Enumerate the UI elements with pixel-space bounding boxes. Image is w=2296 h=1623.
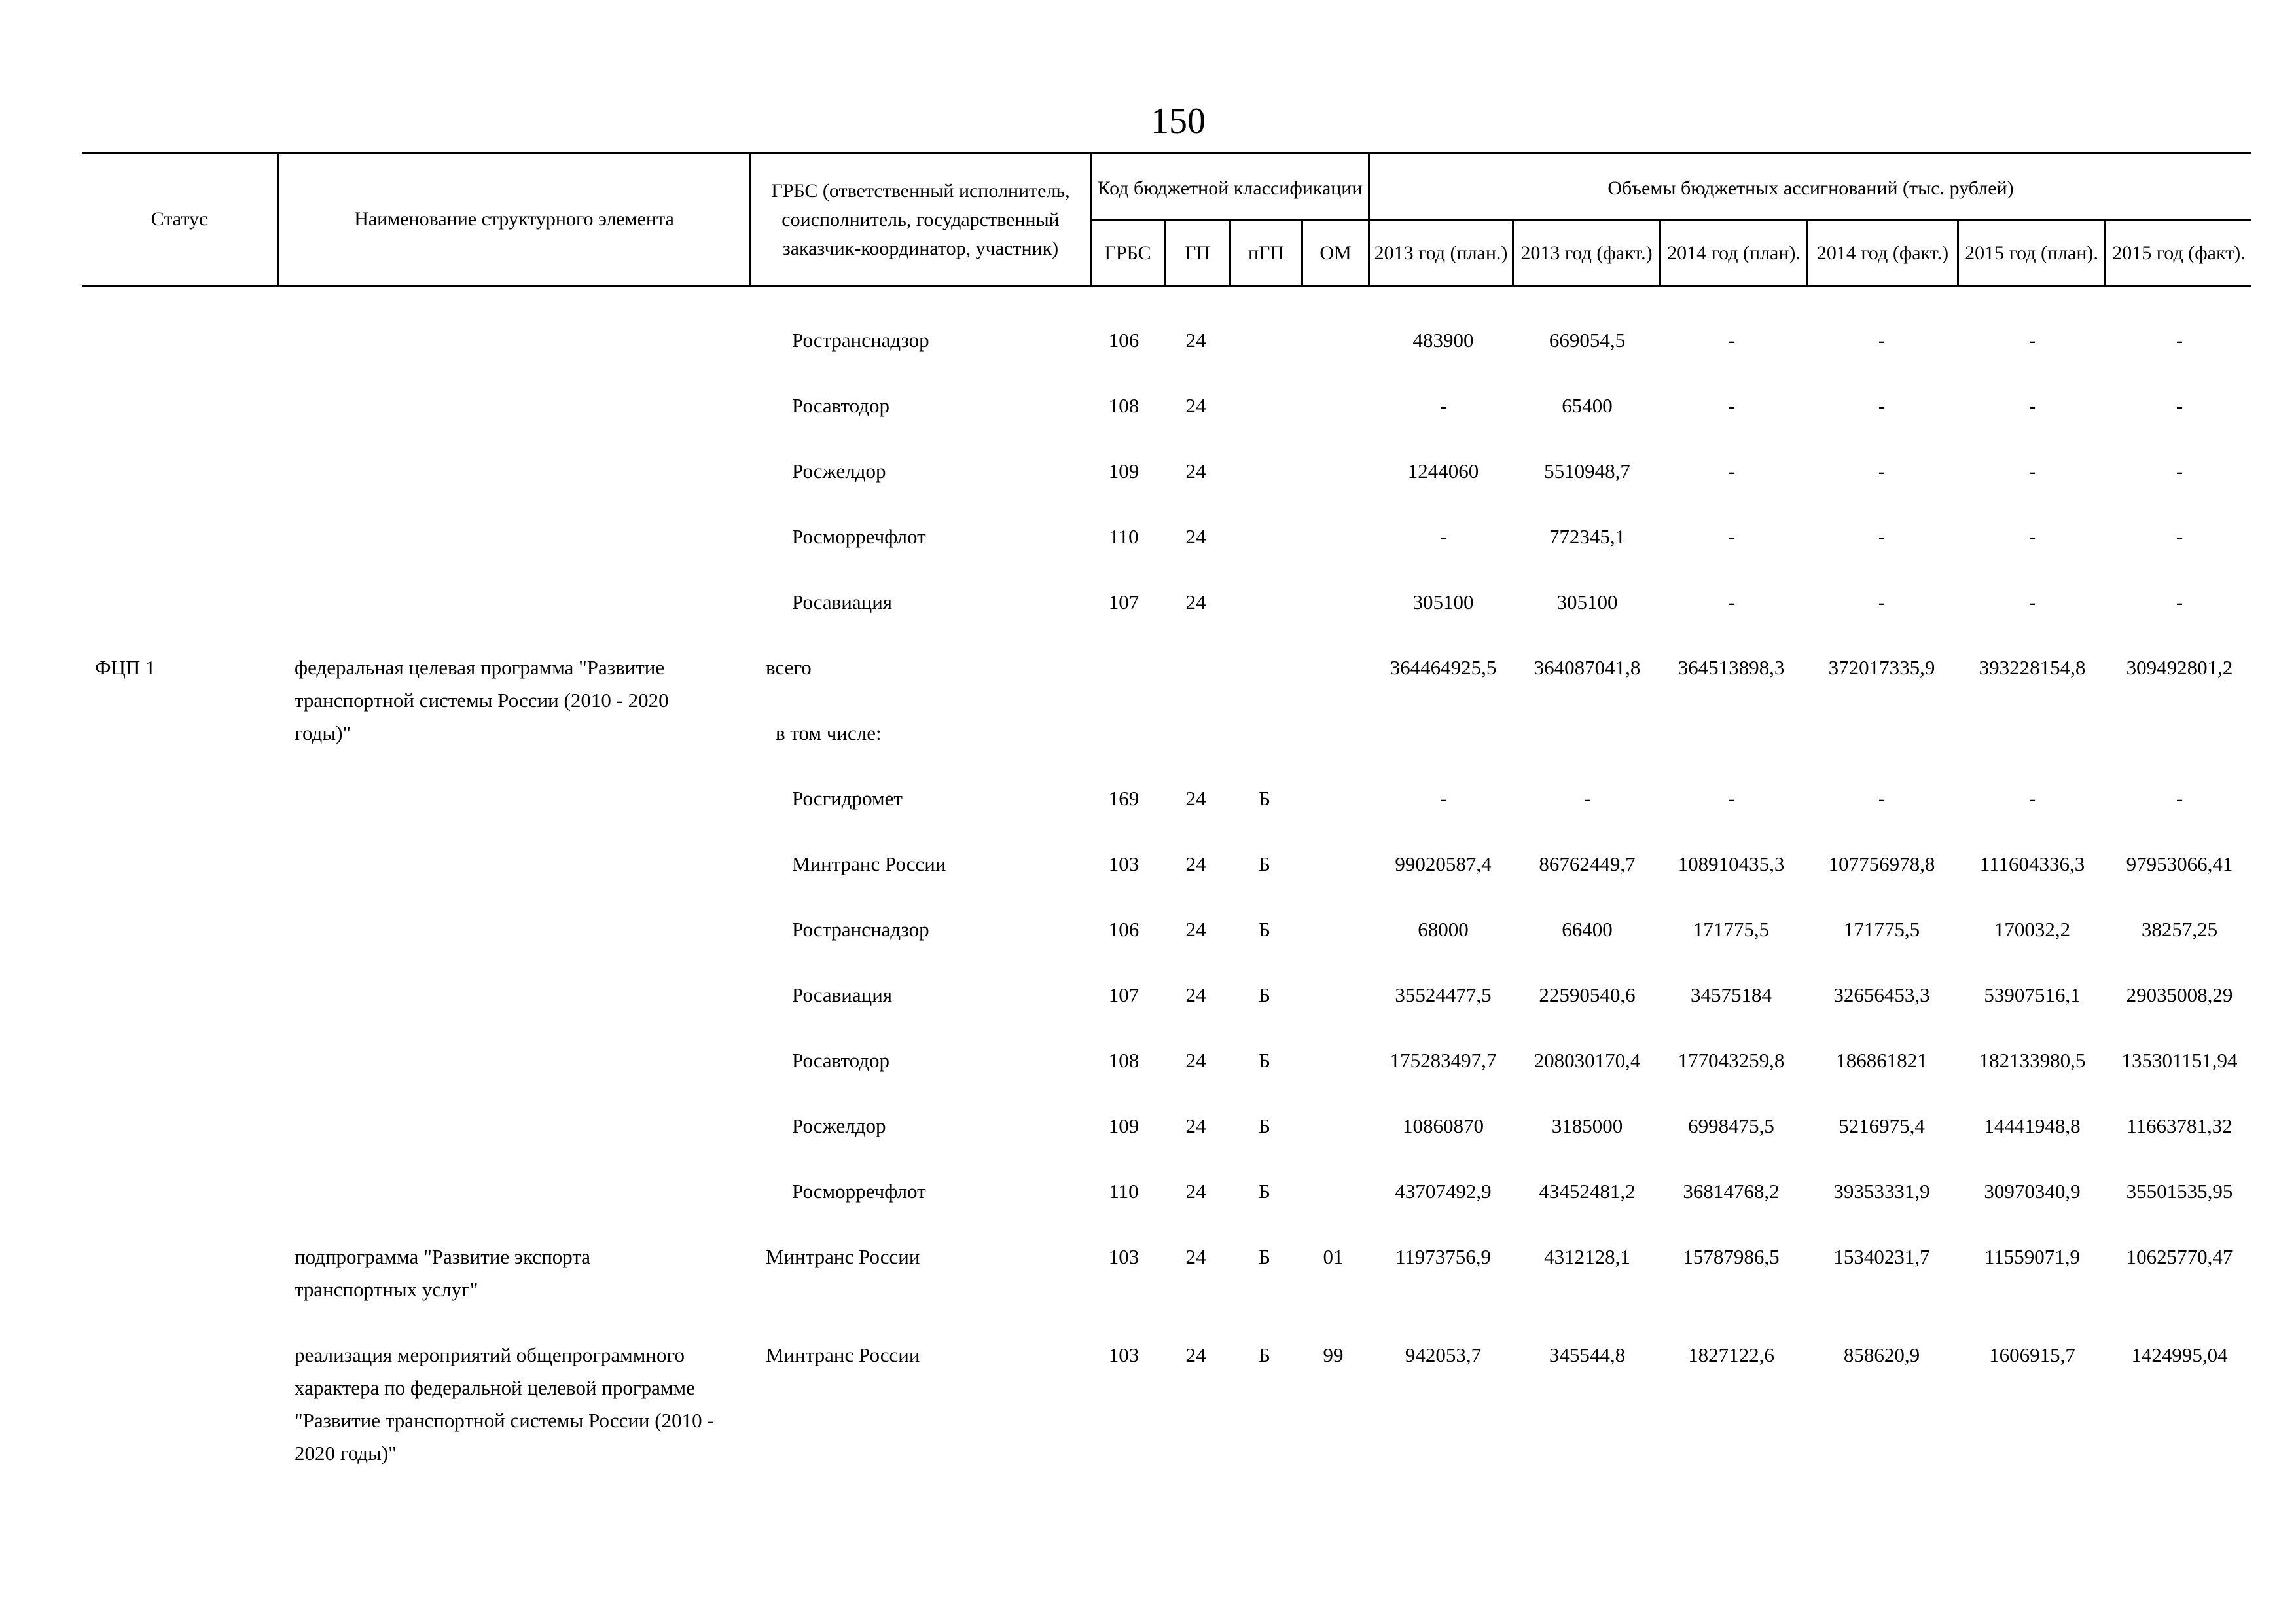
row-om: 99 xyxy=(1323,1343,1344,1366)
row-2014-plan: 171775,5 xyxy=(1693,918,1770,941)
row-2014-plan: 6998475,5 xyxy=(1688,1114,1774,1137)
row-2015-plan: - xyxy=(2028,591,2036,613)
row-executor: Минтранс России xyxy=(766,1245,920,1268)
row-2015-plan: - xyxy=(2028,394,2036,417)
row-2015-fact: - xyxy=(2176,460,2183,483)
row-gp: 24 xyxy=(1185,394,1206,417)
row-2014-fact: 171775,5 xyxy=(1843,918,1920,941)
header-code-grbs: ГРБС xyxy=(1104,242,1151,264)
header-2015-fact: 2015 год (факт). xyxy=(2112,242,2246,264)
row-grbs: 103 xyxy=(1108,1245,1139,1268)
row-2015-plan: 53907516,1 xyxy=(1984,983,2081,1006)
row-pgp: Б xyxy=(1259,918,1270,941)
page-number: 150 xyxy=(1151,101,1206,141)
row-2015-fact: - xyxy=(2176,591,2183,613)
row-pgp: Б xyxy=(1259,852,1270,875)
row-grbs: 109 xyxy=(1108,460,1139,483)
row-2013-plan: 68000 xyxy=(1418,918,1469,941)
row-2015-fact: 1424995,04 xyxy=(2131,1343,2228,1366)
row-executor: Росавтодор xyxy=(792,394,890,417)
row-grbs: 109 xyxy=(1108,1114,1139,1137)
row-gp: 24 xyxy=(1185,1049,1206,1072)
row-2013-fact: 772345,1 xyxy=(1549,525,1626,548)
row-executor: Росавтодор xyxy=(792,1049,890,1072)
row-2014-plan: - xyxy=(1727,525,1735,548)
row-2014-plan: 1827122,6 xyxy=(1688,1343,1774,1366)
row-grbs: 108 xyxy=(1108,1049,1139,1072)
row-2015-fact: - xyxy=(2176,525,2183,548)
row-2015-plan: - xyxy=(2028,787,2036,810)
header-code-gp: ГП xyxy=(1184,242,1210,264)
row-2014-plan: - xyxy=(1727,787,1735,810)
row-2013-fact: 305100 xyxy=(1556,591,1618,613)
header-2013-plan: 2013 год (план.) xyxy=(1374,242,1508,264)
row-executor: Росгидромет xyxy=(792,787,903,810)
row-grbs: 106 xyxy=(1108,329,1139,352)
row-2014-fact: 5216975,4 xyxy=(1839,1114,1925,1137)
row-2015-plan: 111604336,3 xyxy=(1979,852,2085,875)
row-2014-plan: 36814768,2 xyxy=(1683,1180,1780,1203)
row-element-name: реализация мероприятий общепрограммного характера по федеральной целевой программе "Развитие транспортной системы России (2010 - 2020 годы)" xyxy=(295,1343,714,1465)
row-status: ФЦП 1 xyxy=(95,656,156,679)
row-2014-fact: - xyxy=(1878,591,1886,613)
row-pgp: Б xyxy=(1259,1343,1270,1366)
row-2015-fact: 35501535,95 xyxy=(2126,1180,2233,1203)
row-executor: Росморречфлот xyxy=(792,525,926,548)
row-2013-plan: - xyxy=(1439,394,1447,417)
row-gp: 24 xyxy=(1185,918,1206,941)
header-2014-fact: 2014 год (факт.) xyxy=(1816,242,1949,264)
row-2015-fact: 10625770,47 xyxy=(2126,1245,2233,1268)
row-2014-plan: 177043259,8 xyxy=(1677,1049,1785,1072)
header-2015-plan: 2015 год (план). xyxy=(1965,242,2098,264)
row-executor: Минтранс России xyxy=(792,852,946,875)
row-2013-fact: 669054,5 xyxy=(1549,329,1626,352)
row-pgp: Б xyxy=(1259,787,1270,810)
row-gp: 24 xyxy=(1185,525,1206,548)
row-2013-fact: 43452481,2 xyxy=(1539,1180,1636,1203)
row-2013-fact: 22590540,6 xyxy=(1539,983,1636,1006)
row-2015-fact: - xyxy=(2176,787,2183,810)
row-2015-fact: 29035008,29 xyxy=(2126,983,2233,1006)
header-2014-plan: 2014 год (план). xyxy=(1667,242,1801,264)
row-2014-plan: - xyxy=(1727,329,1735,352)
row-executor: Ространснадзор xyxy=(792,918,929,941)
row-executor: Росморречфлот xyxy=(792,1180,926,1203)
row-2013-plan: 35524477,5 xyxy=(1395,983,1492,1006)
row-2013-fact: 345544,8 xyxy=(1549,1343,1626,1366)
header-code-om: ОМ xyxy=(1319,242,1352,264)
row-grbs: 106 xyxy=(1108,918,1139,941)
row-2014-fact: 186861821 xyxy=(1836,1049,1928,1072)
row-gp: 24 xyxy=(1185,1180,1206,1203)
row-2014-plan: - xyxy=(1727,394,1735,417)
row-2013-plan: 305100 xyxy=(1412,591,1474,613)
row-2014-fact: - xyxy=(1878,787,1886,810)
row-element-name: федеральная целевая программа "Развитие транспортной системы России (2010 - 2020 годы)" xyxy=(295,656,669,744)
row-2013-plan: 1244060 xyxy=(1407,460,1479,483)
row-element-name: подпрограмма "Развитие экспорта транспортных услуг" xyxy=(295,1245,591,1301)
row-gp: 24 xyxy=(1185,329,1206,352)
row-2015-fact: 135301151,94 xyxy=(2121,1049,2238,1072)
row-2013-fact: 3185000 xyxy=(1551,1114,1623,1137)
row-2013-plan: - xyxy=(1439,525,1447,548)
header-volumes: Объемы бюджетных ассигнований (тыс. рублей) xyxy=(1607,177,2014,199)
row-2014-plan: 108910435,3 xyxy=(1677,852,1785,875)
row-2015-plan: 1606915,7 xyxy=(1989,1343,2075,1366)
row-gp: 24 xyxy=(1185,787,1206,810)
row-2014-plan: 15787986,5 xyxy=(1683,1245,1780,1268)
row-2013-fact: - xyxy=(1583,787,1591,810)
row-2015-plan: - xyxy=(2028,525,2036,548)
row-grbs: 108 xyxy=(1108,394,1139,417)
row-gp: 24 xyxy=(1185,1245,1206,1268)
header-status: Статус xyxy=(151,208,208,230)
row-2013-fact: 66400 xyxy=(1562,918,1613,941)
row-2013-fact: 4312128,1 xyxy=(1544,1245,1630,1268)
row-2013-fact: 5510948,7 xyxy=(1544,460,1630,483)
row-2014-fact: 32656453,3 xyxy=(1833,983,1930,1006)
row-grbs: 103 xyxy=(1108,1343,1139,1366)
row-grbs: 110 xyxy=(1109,1180,1139,1203)
row-grbs: 103 xyxy=(1108,852,1139,875)
row-2015-fact: - xyxy=(2176,394,2183,417)
row-pgp: Б xyxy=(1259,983,1270,1006)
row-pgp: Б xyxy=(1259,1049,1270,1072)
row-2013-fact: 65400 xyxy=(1562,394,1613,417)
row-grbs: 110 xyxy=(1109,525,1139,548)
row-pgp: Б xyxy=(1259,1114,1270,1137)
row-2014-plan: - xyxy=(1727,591,1735,613)
row-2014-plan: 364513898,3 xyxy=(1677,656,1785,679)
row-2013-plan: 10860870 xyxy=(1403,1114,1484,1137)
row-executor: Росавиация xyxy=(792,591,893,613)
row-gp: 24 xyxy=(1185,460,1206,483)
row-2013-plan: 175283497,7 xyxy=(1390,1049,1497,1072)
row-2015-plan: - xyxy=(2028,329,2036,352)
row-2014-plan: - xyxy=(1727,460,1735,483)
row-2013-plan: 942053,7 xyxy=(1405,1343,1482,1366)
row-gp: 24 xyxy=(1185,1114,1206,1137)
row-executor: Росжелдор xyxy=(792,1114,886,1137)
row-2013-plan: 99020587,4 xyxy=(1395,852,1492,875)
header-grbs-title: ГРБС (ответственный исполнитель, соисполнитель, государственный заказчик-координатор, участник) xyxy=(771,180,1070,259)
row-pgp: Б xyxy=(1259,1180,1270,1203)
row-gp: 24 xyxy=(1185,852,1206,875)
row-2013-fact: 208030170,4 xyxy=(1534,1049,1641,1072)
row-2015-fact: - xyxy=(2176,329,2183,352)
row-2015-fact: 38257,25 xyxy=(2141,918,2218,941)
row-2014-fact: 372017335,9 xyxy=(1828,656,1935,679)
row-grbs: 107 xyxy=(1108,591,1139,613)
row-2015-plan: 14441948,8 xyxy=(1984,1114,2081,1137)
row-2014-fact: 858620,9 xyxy=(1843,1343,1920,1366)
row-om: 01 xyxy=(1323,1245,1344,1268)
row-2014-fact: - xyxy=(1878,525,1886,548)
row-2014-fact: - xyxy=(1878,394,1886,417)
row-2015-plan: 170032,2 xyxy=(1994,918,2071,941)
row-2015-plan: - xyxy=(2028,460,2036,483)
row-executor: Росавиация xyxy=(792,983,893,1006)
row-2013-plan: 483900 xyxy=(1412,329,1474,352)
row-executor: Минтранс России xyxy=(766,1343,920,1366)
row-2014-fact: 39353331,9 xyxy=(1833,1180,1930,1203)
row-2015-plan: 30970340,9 xyxy=(1984,1180,2081,1203)
row-executor: Ространснадзор xyxy=(792,329,929,352)
header-budget-code: Код бюджетной классификации xyxy=(1097,177,1363,199)
row-2014-fact: 15340231,7 xyxy=(1833,1245,1930,1268)
row-executor: в том числе: xyxy=(776,721,882,744)
table-header-bottom-rule xyxy=(82,285,2251,287)
row-executor: Росжелдор xyxy=(792,460,886,483)
row-2015-plan: 393228154,8 xyxy=(1979,656,2086,679)
header-code-pgp: пГП xyxy=(1247,242,1285,264)
row-executor: всего xyxy=(766,656,812,679)
row-2013-plan: 364464925,5 xyxy=(1390,656,1497,679)
row-2014-plan: 34575184 xyxy=(1691,983,1772,1006)
row-2014-fact: 107756978,8 xyxy=(1828,852,1935,875)
row-gp: 24 xyxy=(1185,983,1206,1006)
row-2015-fact: 309492801,2 xyxy=(2126,656,2233,679)
row-gp: 24 xyxy=(1185,1343,1206,1366)
row-grbs: 107 xyxy=(1108,983,1139,1006)
header-element-name: Наименование структурного элемента xyxy=(354,208,674,230)
row-grbs: 169 xyxy=(1108,787,1139,810)
row-2015-plan: 182133980,5 xyxy=(1979,1049,2086,1072)
row-2015-fact: 11663781,32 xyxy=(2126,1114,2233,1137)
row-2013-fact: 86762449,7 xyxy=(1539,852,1636,875)
row-2013-fact: 364087041,8 xyxy=(1534,656,1641,679)
row-2013-plan: 11973756,9 xyxy=(1395,1245,1492,1268)
row-2015-plan: 11559071,9 xyxy=(1984,1245,2081,1268)
row-2013-plan: 43707492,9 xyxy=(1395,1180,1492,1203)
row-2014-fact: - xyxy=(1878,460,1886,483)
row-pgp: Б xyxy=(1259,1245,1270,1268)
row-2015-fact: 97953066,41 xyxy=(2126,852,2233,875)
header-2013-fact: 2013 год (факт.) xyxy=(1520,242,1653,264)
row-2014-fact: - xyxy=(1878,329,1886,352)
row-2013-plan: - xyxy=(1439,787,1447,810)
row-gp: 24 xyxy=(1185,591,1206,613)
